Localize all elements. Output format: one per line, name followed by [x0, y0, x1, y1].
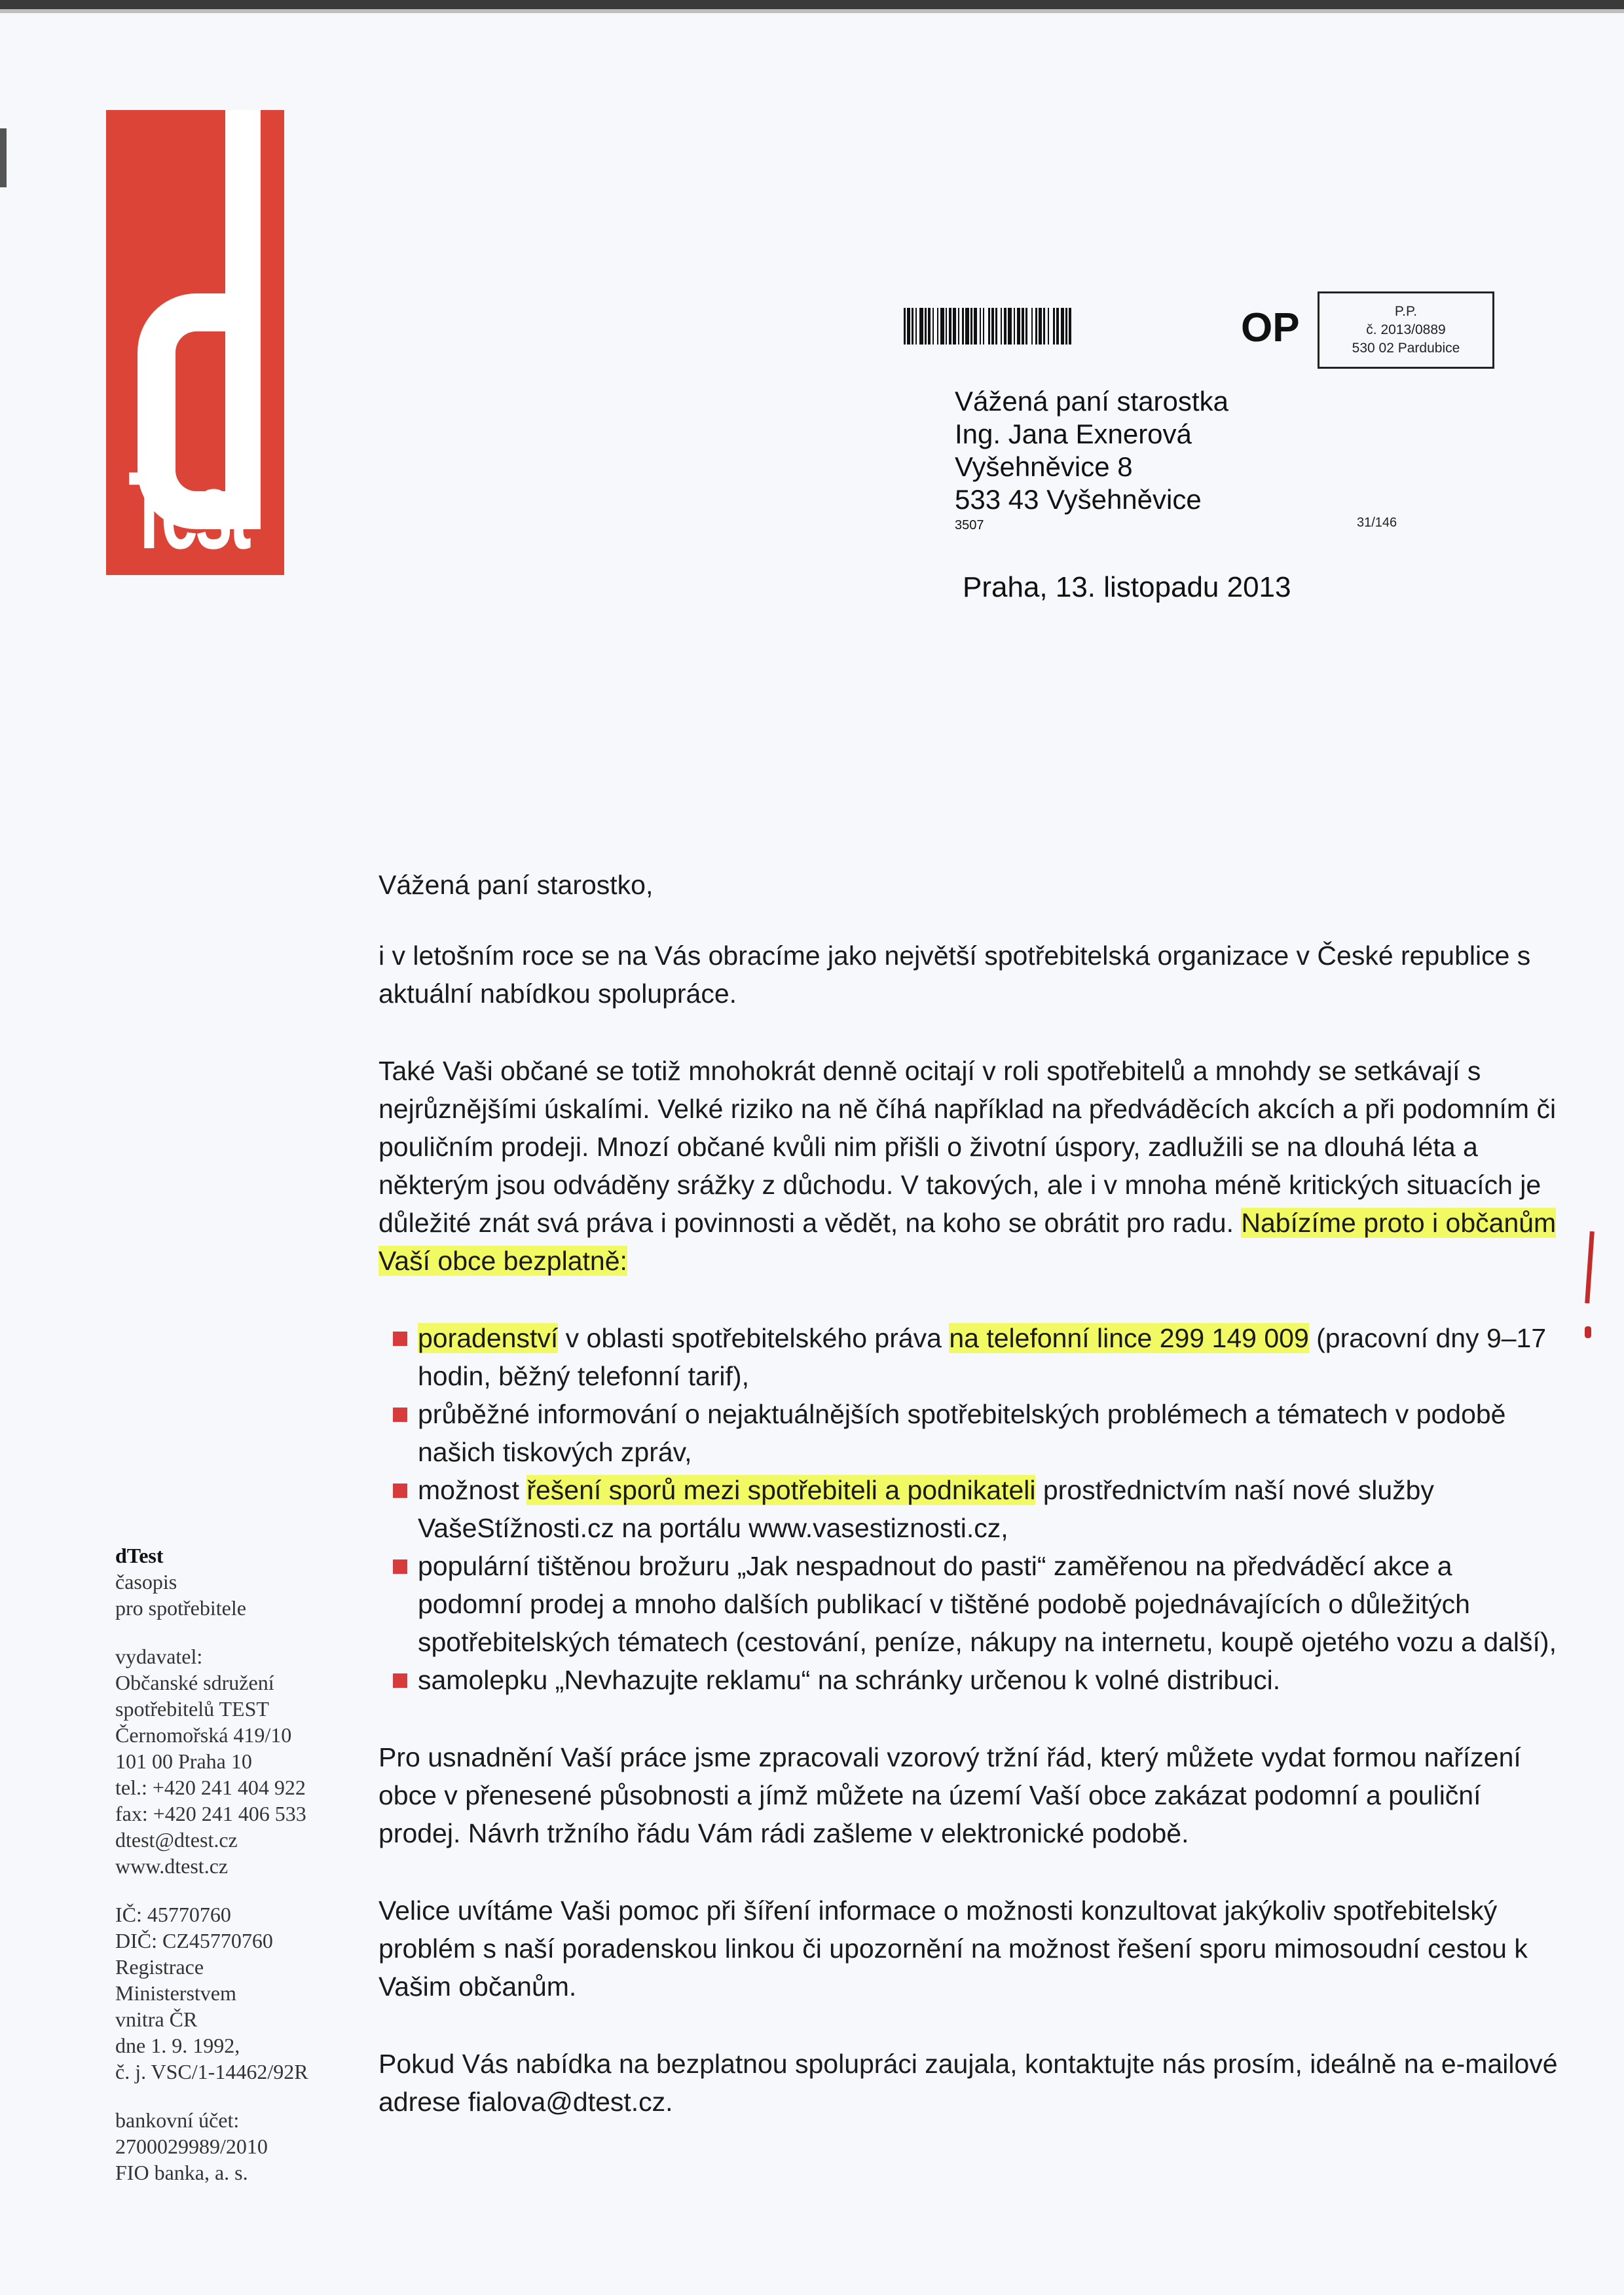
sidebar-line: vydavatel:	[115, 1645, 203, 1668]
scan-left-mark	[0, 128, 7, 187]
list-text: populární tištěnou brožuru „Jak nespadnout do pasti“ zaměřenou na předváděcí akce a podomní prodej a mnoho dalších publikací v tištěné podobě pojednávajících o důležitých spotřebitelských tématech (cestování, peníze, nákupy na internetu, koupě ojetého vozu a další),	[418, 1551, 1557, 1657]
sidebar-line: spotřebitelů TEST	[115, 1697, 269, 1721]
highlight-phone: na telefonní lince 299 149 009	[949, 1323, 1309, 1353]
sidebar-line: vnitra ČR	[115, 2007, 198, 2031]
barcode-stripe	[1071, 308, 1075, 345]
address-line: 533 43 Vyšehněvice	[955, 484, 1202, 515]
sidebar-line: 2700029989/2010	[115, 2135, 268, 2158]
postage-line: č. 2013/0889	[1366, 322, 1446, 337]
sidebar-line: časopis	[115, 1570, 177, 1594]
address-line: Vyšehněvice 8	[955, 451, 1133, 482]
list-text: prostřednictvím naší nové služby VašeStížnosti.cz na portálu www.vasestiznosti.cz,	[418, 1475, 1434, 1543]
dtest-logo	[106, 110, 284, 575]
sidebar-line: tel.: +420 241 404 922	[115, 1776, 306, 1799]
list-item	[378, 1547, 1564, 1661]
logo-wordmark: Test	[128, 449, 248, 572]
sidebar-line: www.dtest.cz	[115, 1854, 229, 1878]
sidebar-line: pro spotřebitele	[115, 1596, 246, 1620]
offer-list	[378, 1319, 1564, 1699]
recipient-address	[955, 385, 1228, 534]
sidebar-publisher-block	[115, 1643, 351, 1879]
bullet-square-icon	[393, 1559, 407, 1574]
highlight: poradenství	[418, 1323, 559, 1353]
letter-body	[378, 866, 1564, 2160]
scan-top-edge	[0, 0, 1624, 9]
postage-line: P.P.	[1394, 304, 1418, 319]
paragraph-contact: Pokud Vás nabídka na bezplatnou spolupráci zaujala, kontaktujte nás prosím, ideálně na e-mailové adrese fialova@dtest.cz.	[378, 2049, 1558, 2117]
paragraph-text: Také Vaši občané se totiž mnohokrát denně ocitají v roli spotřebitelů a mnohdy se setkávají s nejrůznějšími úskalími. Velké riziko na ně číhá například na předváděcích akcích a při podomním či pouličním prodeji. Mnozí občané kvůli nim přišli o životní úspory, zadlužili se na dlouhá léta a některým jsou odváděny srážky z důchodu. V takových, ale i v mnoha méně kritických situacích je důležité znát svá práva i povinnosti a vědět, na koho se obrátit pro radu.	[378, 1056, 1557, 1238]
bullet-square-icon	[393, 1408, 407, 1422]
list-text: možnost	[418, 1475, 527, 1505]
sidebar-line: 101 00 Praha 10	[115, 1749, 252, 1773]
list-item	[378, 1319, 1564, 1395]
sidebar-line: IČ: 45770760	[115, 1903, 231, 1926]
sidebar-line: č. j. VSC/1-14462/92R	[115, 2060, 308, 2083]
address-line: Ing. Jana Exnerová	[955, 419, 1192, 449]
sidebar-brand-block	[115, 1542, 351, 1621]
bullet-square-icon	[393, 1673, 407, 1688]
sidebar-line: bankovní účet:	[115, 2108, 240, 2132]
sidebar-line: Registrace	[115, 1955, 204, 1979]
highlight: řešení sporů mezi spotřebiteli a podnikateli	[526, 1475, 1036, 1505]
sidebar-bank-block	[115, 2107, 351, 2186]
postal-barcode	[904, 308, 1218, 345]
sidebar-line: FIO banka, a. s.	[115, 2161, 248, 2184]
red-pen-mark	[1585, 1231, 1595, 1303]
list-item	[378, 1471, 1564, 1547]
list-text: samolepku „Nevhazujte reklamu“ na schránky určenou k volné distribuci.	[418, 1665, 1281, 1695]
scan-top-edge-shadow	[0, 9, 1624, 13]
paragraph-market-rules: Pro usnadnění Vaší práce jsme zpracovali vzorový tržní řád, který můžete vydat formou nařízení obce v přenesené působnosti a jímž můžete na území Vaší obce zakázat podomní a pouliční prodej. Návrh tržního řádu Vám rádi zašleme v elektronické podobě.	[378, 1742, 1521, 1848]
paragraph-intro: i v letošním roce se na Vás obracíme jako největší spotřebitelská organizace v České republice s aktuální nabídkou spolupráce.	[378, 941, 1531, 1009]
red-pen-dot	[1585, 1326, 1591, 1338]
sidebar-line: dne 1. 9. 1992,	[115, 2034, 240, 2057]
sidebar-line: Občanské sdružení	[115, 1671, 274, 1694]
sidebar-brand: dTest	[115, 1544, 164, 1567]
list-text: (pracovní dny 9–17 hodin, běžný telefonní tarif),	[418, 1323, 1547, 1391]
sidebar-line: Černomořská 419/10	[115, 1723, 292, 1747]
list-item	[378, 1661, 1564, 1699]
bullet-square-icon	[393, 1483, 407, 1498]
highlighted-offer: Nabízíme proto i občanům Vaší obce bezplatně:	[378, 1208, 1557, 1276]
sidebar-line: dtest@dtest.cz	[115, 1828, 238, 1852]
list-item	[378, 1395, 1564, 1471]
sidebar-line: Ministerstvem	[115, 1981, 236, 2005]
sender-sidebar	[115, 1542, 351, 2208]
postage-line: 530 02 Pardubice	[1352, 341, 1460, 356]
sidebar-line: fax: +420 241 406 533	[115, 1802, 306, 1825]
postage-paid-box	[1318, 291, 1494, 369]
letter-date: Praha, 13. listopadu 2013	[963, 571, 1291, 603]
address-line: Vážená paní starostka	[955, 386, 1228, 417]
list-text: v oblasti spotřebitelského práva	[558, 1323, 950, 1353]
bullet-square-icon	[393, 1332, 407, 1346]
list-text: průběžné informování o nejaktuálnějších spotřebitelských problémech a tématech v podobě našich tiskových zpráv,	[418, 1399, 1506, 1467]
postal-op-mark: OP	[1241, 305, 1300, 350]
reference-number: 31/146	[1357, 515, 1397, 530]
address-code: 3507	[955, 518, 984, 532]
sidebar-line: DIČ: CZ45770760	[115, 1929, 273, 1952]
paragraph-problems	[378, 1052, 1564, 1280]
salutation: Vážená paní starostko,	[378, 870, 654, 900]
sidebar-ids-block	[115, 1901, 351, 2085]
paragraph-help: Velice uvítáme Vaši pomoc při šíření informace o možnosti konzultovat jakýkoliv spotřebitelský problém s naší poradenskou linkou či upozornění na možnost řešení sporu mimosoudní cestou k Vašim občanům.	[378, 1895, 1528, 2002]
